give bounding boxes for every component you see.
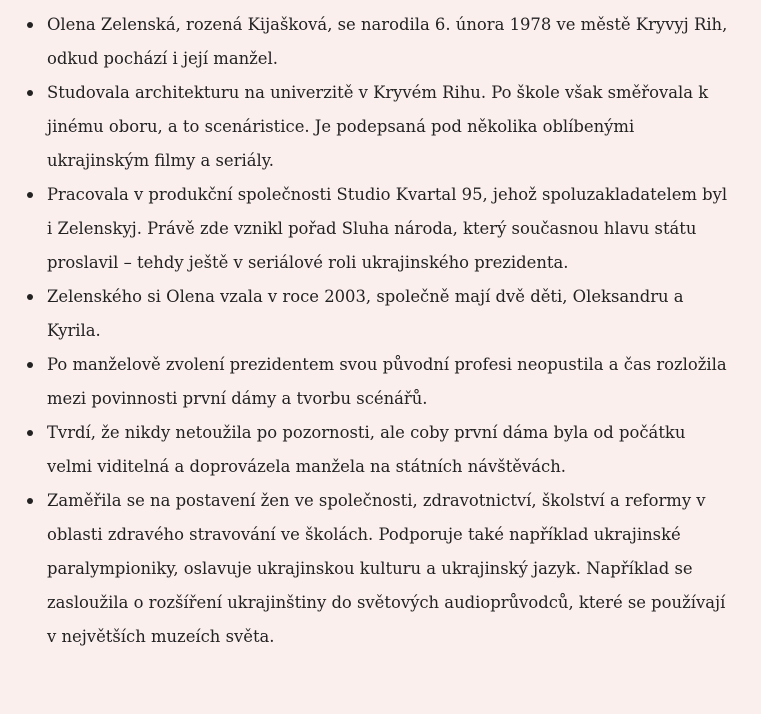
list-item	[47, 8, 761, 76]
list-item	[47, 484, 761, 654]
list-item	[47, 280, 761, 348]
list-item	[47, 178, 761, 280]
list-item-text: Studovala architekturu na univerzitě v Kryvém Rihu. Po škole však směřovala k jinému oboru, a to scenáristice. Je podepsaná pod několika oblíbenými ukrajinským filmy a seriály.	[47, 83, 709, 170]
bullet-icon	[27, 192, 33, 198]
bullet-icon	[27, 294, 33, 300]
list-item	[47, 416, 761, 484]
list-item-text: Po manželově zvolení prezidentem svou původní profesi neopustila a čas rozložila mezi povinnosti první dámy a tvorbu scénářů.	[47, 355, 727, 408]
bullet-icon	[27, 90, 33, 96]
bullet-icon	[27, 430, 33, 436]
list-item-text: Zelenského si Olena vzala v roce 2003, společně mají dvě děti, Oleksandru a Kyrila.	[47, 287, 684, 340]
list-item-text: Olena Zelenská, rozená Kijašková, se narodila 6. února 1978 ve městě Kryvyj Rih, odkud pochází i její manžel.	[47, 15, 728, 68]
list-item	[47, 348, 761, 416]
bullet-icon	[27, 498, 33, 504]
bullet-icon	[27, 362, 33, 368]
list-item-text: Pracovala v produkční společnosti Studio Kvartal 95, jehož spoluzakladatelem byl i Zelenskyj. Právě zde vznikl pořad Sluha národa, který současnou hlavu státu proslavil – tehdy ještě v seriálové roli ukrajinského prezidenta.	[47, 185, 728, 272]
list-item-text: Zaměřila se na postavení žen ve společnosti, zdravotnictví, školství a reformy v oblasti zdravého stravování ve školách. Podporuje také například ukrajinské paralympioniky, oslavuje ukrajinskou kulturu a ukrajinský jazyk. Například se zasloužila o rozšíření ukrajinštiny do světových audioprůvodců, které se používají v největších muzeích světa.	[47, 491, 726, 646]
list-item-text: Tvrdí, že nikdy netoužila po pozornosti, ale coby první dáma byla od počátku velmi viditelná a doprovázela manžela na státních návštěvách.	[47, 423, 686, 476]
bullet-icon	[27, 22, 33, 28]
bullet-list	[0, 8, 761, 654]
list-item	[47, 76, 761, 178]
